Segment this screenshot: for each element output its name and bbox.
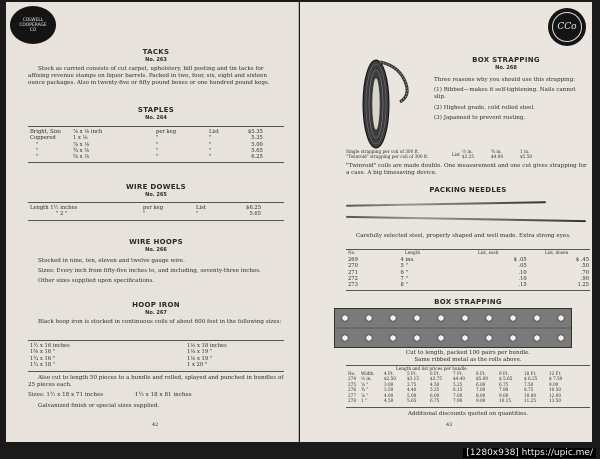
colwell-cooperage-seal [10,6,56,44]
hoop-iron-size-a: Sizes: 1½ x 18 x 71 inches [28,392,104,399]
table-row: 277 ⅞ " 4.00 5.00 6.00 7.00 8.00 9.00 10.00 12.00 [348,392,561,398]
seal-text-line3: CO [29,27,37,33]
twinroid-text: "Twinroid" coils are made double. One measurement and one cut gives strapping for a case. A big timesaving device. [346,163,587,177]
table-row: No. Width 4 Ft. 5 Ft. 6 Ft. 7 Ft. 8 Ft. 9 Ft. 10 Ft. 12 Ft. [348,371,562,376]
needles-rule-bottom [346,290,590,291]
price-line-twinroid: "Twinroid" strapping per coil of 300 ft. [346,154,429,160]
table-row: Coppered 1 x ⅛ " " 5.35 [30,135,263,142]
table-row: 274 ½ in. $2.50 $3.15 $3.75 $4.40 $5.00 $ 5.65 $ 6.25 $ 7.50 [348,376,563,382]
box-strapping-2-text-2: Same ribbed metal as the rolls above. [414,357,522,364]
wire-dowels-table [30,205,264,218]
strapping-rule-bottom [346,407,590,408]
table-row: 269 4 ins. $ .05 $ .45 [348,257,589,263]
right-page [300,2,592,442]
staples-heading [28,106,284,121]
needles-text: Carefully selected steel, properly shaped and well made. Extra strong eyes. [356,233,571,239]
wire-hoops-text-2: Sizes: Every inch from fifty-five inches to, and including, seventy-three inches. [38,268,261,275]
staples-title: STAPLES [137,106,175,114]
seal-text-line2: COOPERAGE [19,22,47,28]
hoop-iron-text-4: Galvanized finish or special sizes supplied. [38,402,160,409]
wire-hoops-title: WIRE HOOPS [129,238,183,246]
box-strapping-2-text-1: Cut to length, packed 100 pairs per bundle. [405,350,531,356]
seal-text-line1: COLWELL [22,17,44,23]
wire-hoops-number: No. 266 [145,247,167,253]
table-row: $3.25 $4.00 $5.50 [462,154,532,160]
staples-table [30,129,266,160]
needle-illustration-1 [346,201,546,206]
hoop-iron-notes [28,375,284,410]
table-row: 1½ x 16 inches 1⅛ x 18 inches [30,343,227,349]
page-number-left: 42 [152,422,159,428]
coil-price-table [462,149,535,160]
tacks-title: TACKS [142,48,170,56]
box-strapping-2-title: BOX STRAPPING [434,298,502,306]
tacks-number: No. 263 [145,57,167,63]
needles-rows [348,257,592,288]
hoop-iron-rule [28,340,284,341]
hoop-iron-text-1: Black hoop iron is stocked in continuous coils of about 600 feet in the following sizes: [38,319,282,325]
cco-seal [548,8,586,46]
table-row: " ⅝ x ⅛ " " 6.25 [36,154,263,161]
wire-dowels-heading [28,183,284,198]
staples-rule [28,126,284,127]
seal-monogram: CCo [557,22,577,32]
table-row: 270 5 " .05 .50 [348,263,589,270]
table-row: " ¾ x ⅛ " " 5.65 [36,147,263,154]
wire-dowels-title: WIRE DOWELS [125,183,186,191]
strapping-dots [335,309,571,347]
page-number-right: 43 [446,422,453,428]
box-strapping-2-text [346,350,590,364]
hoop-iron-size-b: 1½ x 18 x 81 inches [134,392,192,399]
table-row: 272 7 " .10 .90 [348,275,589,282]
hoop-iron-sizes [28,392,284,399]
table-row: 275 ⅝ " 3.00 3.75 4.50 5.25 6.00 6.75 7.50 9.00 [348,381,559,387]
hoop-iron-title: HOOP IRON [132,301,180,309]
strapping-rule [346,365,590,366]
strapping-table [348,371,565,403]
table-row: No. Length List, each List, dozen [348,250,569,255]
tacks-section [28,48,284,88]
table-row: " 2 " " " 5.65 [56,211,261,218]
coil-price-list-label: List [452,152,460,157]
wire-dowels-rule-bottom [28,220,284,221]
reason-2: (2) Highest grade, cold rolled steel. [434,104,536,111]
strapping-illustration [334,308,572,348]
table-row: 271 6 " .10 .70 [348,269,589,276]
table-row: Bright, Size ⅞ x ⅛ inch per keg List $5.35 [30,129,263,135]
wire-hoops-section [28,238,284,286]
hoop-iron-section [28,301,284,326]
wire-hoops-text-1: Stocked in nine, ten, eleven and twelve gauge wire. [38,258,185,264]
box-strapping-268-title: BOX STRAPPING [472,56,540,64]
table-row: 273 8 " .15 1.25 [348,282,589,289]
strapping-footer: Additional discounts quoted on quantities. [407,411,529,417]
wire-hoops-text-3: Other sizes supplied upon specifications. [38,278,155,285]
wire-dowels-number: No. 265 [145,192,167,198]
seal-ring [552,12,582,42]
packing-needles-title: PACKING NEEDLES [429,186,507,194]
table-row: ½ in. ¾ in. 1 in. [462,149,530,154]
table-row: 1¼ x 16 " 1⅛ x 19 " [30,355,213,362]
box-strapping-2-title-wrap [346,298,590,306]
price-line-single: Single strapping per coil of 300 ft. [346,149,420,154]
coil-price-lines [346,149,428,160]
wire-dowels-rule [28,202,284,203]
tacks-text: Stock as carried consists of cut carpet, upholstery, bill posting and tin tacks for affixing revenue stamps on liquor barrels. Packed in two, four, six, eight and sixteen ounce packages. Also in twenty-five or fifty pound boxes or one hundred pound kegs. [28,66,270,87]
packing-needles-title-wrap [346,186,590,194]
box-strapping-268-header [424,56,588,122]
staples-number: No. 264 [145,115,167,121]
table-row: Length 1½ inches per keg List $6.25 [30,205,261,211]
table-row: " ⅞ x ⅛ " " 5.00 [36,141,263,148]
hoop-iron-number: No. 267 [145,310,167,316]
table-row: 1⅝ x 16 " 1⅛ x 19 " [30,349,213,356]
hoop-iron-text-2: Also cut to length 50 pieces to a bundle and rolled, splayed and punched in bundles of 25 pieces each. [28,375,284,389]
box-strapping-intro: Three reasons why you should use this strapping: [434,77,576,83]
box-strapping-268-number: No. 268 [495,65,517,71]
hoop-iron-table [30,343,230,368]
needles-table [348,250,571,255]
strapping-coil-illustration [340,56,420,152]
table-row: 278 1 " 4.50 5.65 6.75 7.90 9.00 10.15 11.25 13.50 [348,398,561,404]
table-row: 1¼ x 18 " 1 x 20 " [30,361,208,368]
strapping-footer-wrap [346,411,590,418]
strapping-header-top: Length and list prices per bundle [396,366,467,371]
reason-3: (3) Japanned to prevent rusting. [434,114,526,121]
watermark-label: [1280x938] https://upic.me/ [463,448,596,458]
staples-rule-bottom [28,162,284,163]
hoop-iron-rule-bottom [28,371,284,372]
table-row: 276 ¾ " 3.50 4.40 5.25 6.15 7.00 7.90 8.75 10.50 [348,387,561,393]
needle-illustration-2 [346,216,586,222]
left-page [6,2,299,442]
reason-1: (1) Ribbed—makes it self-tightening. Nails cannot slip. [434,87,576,101]
